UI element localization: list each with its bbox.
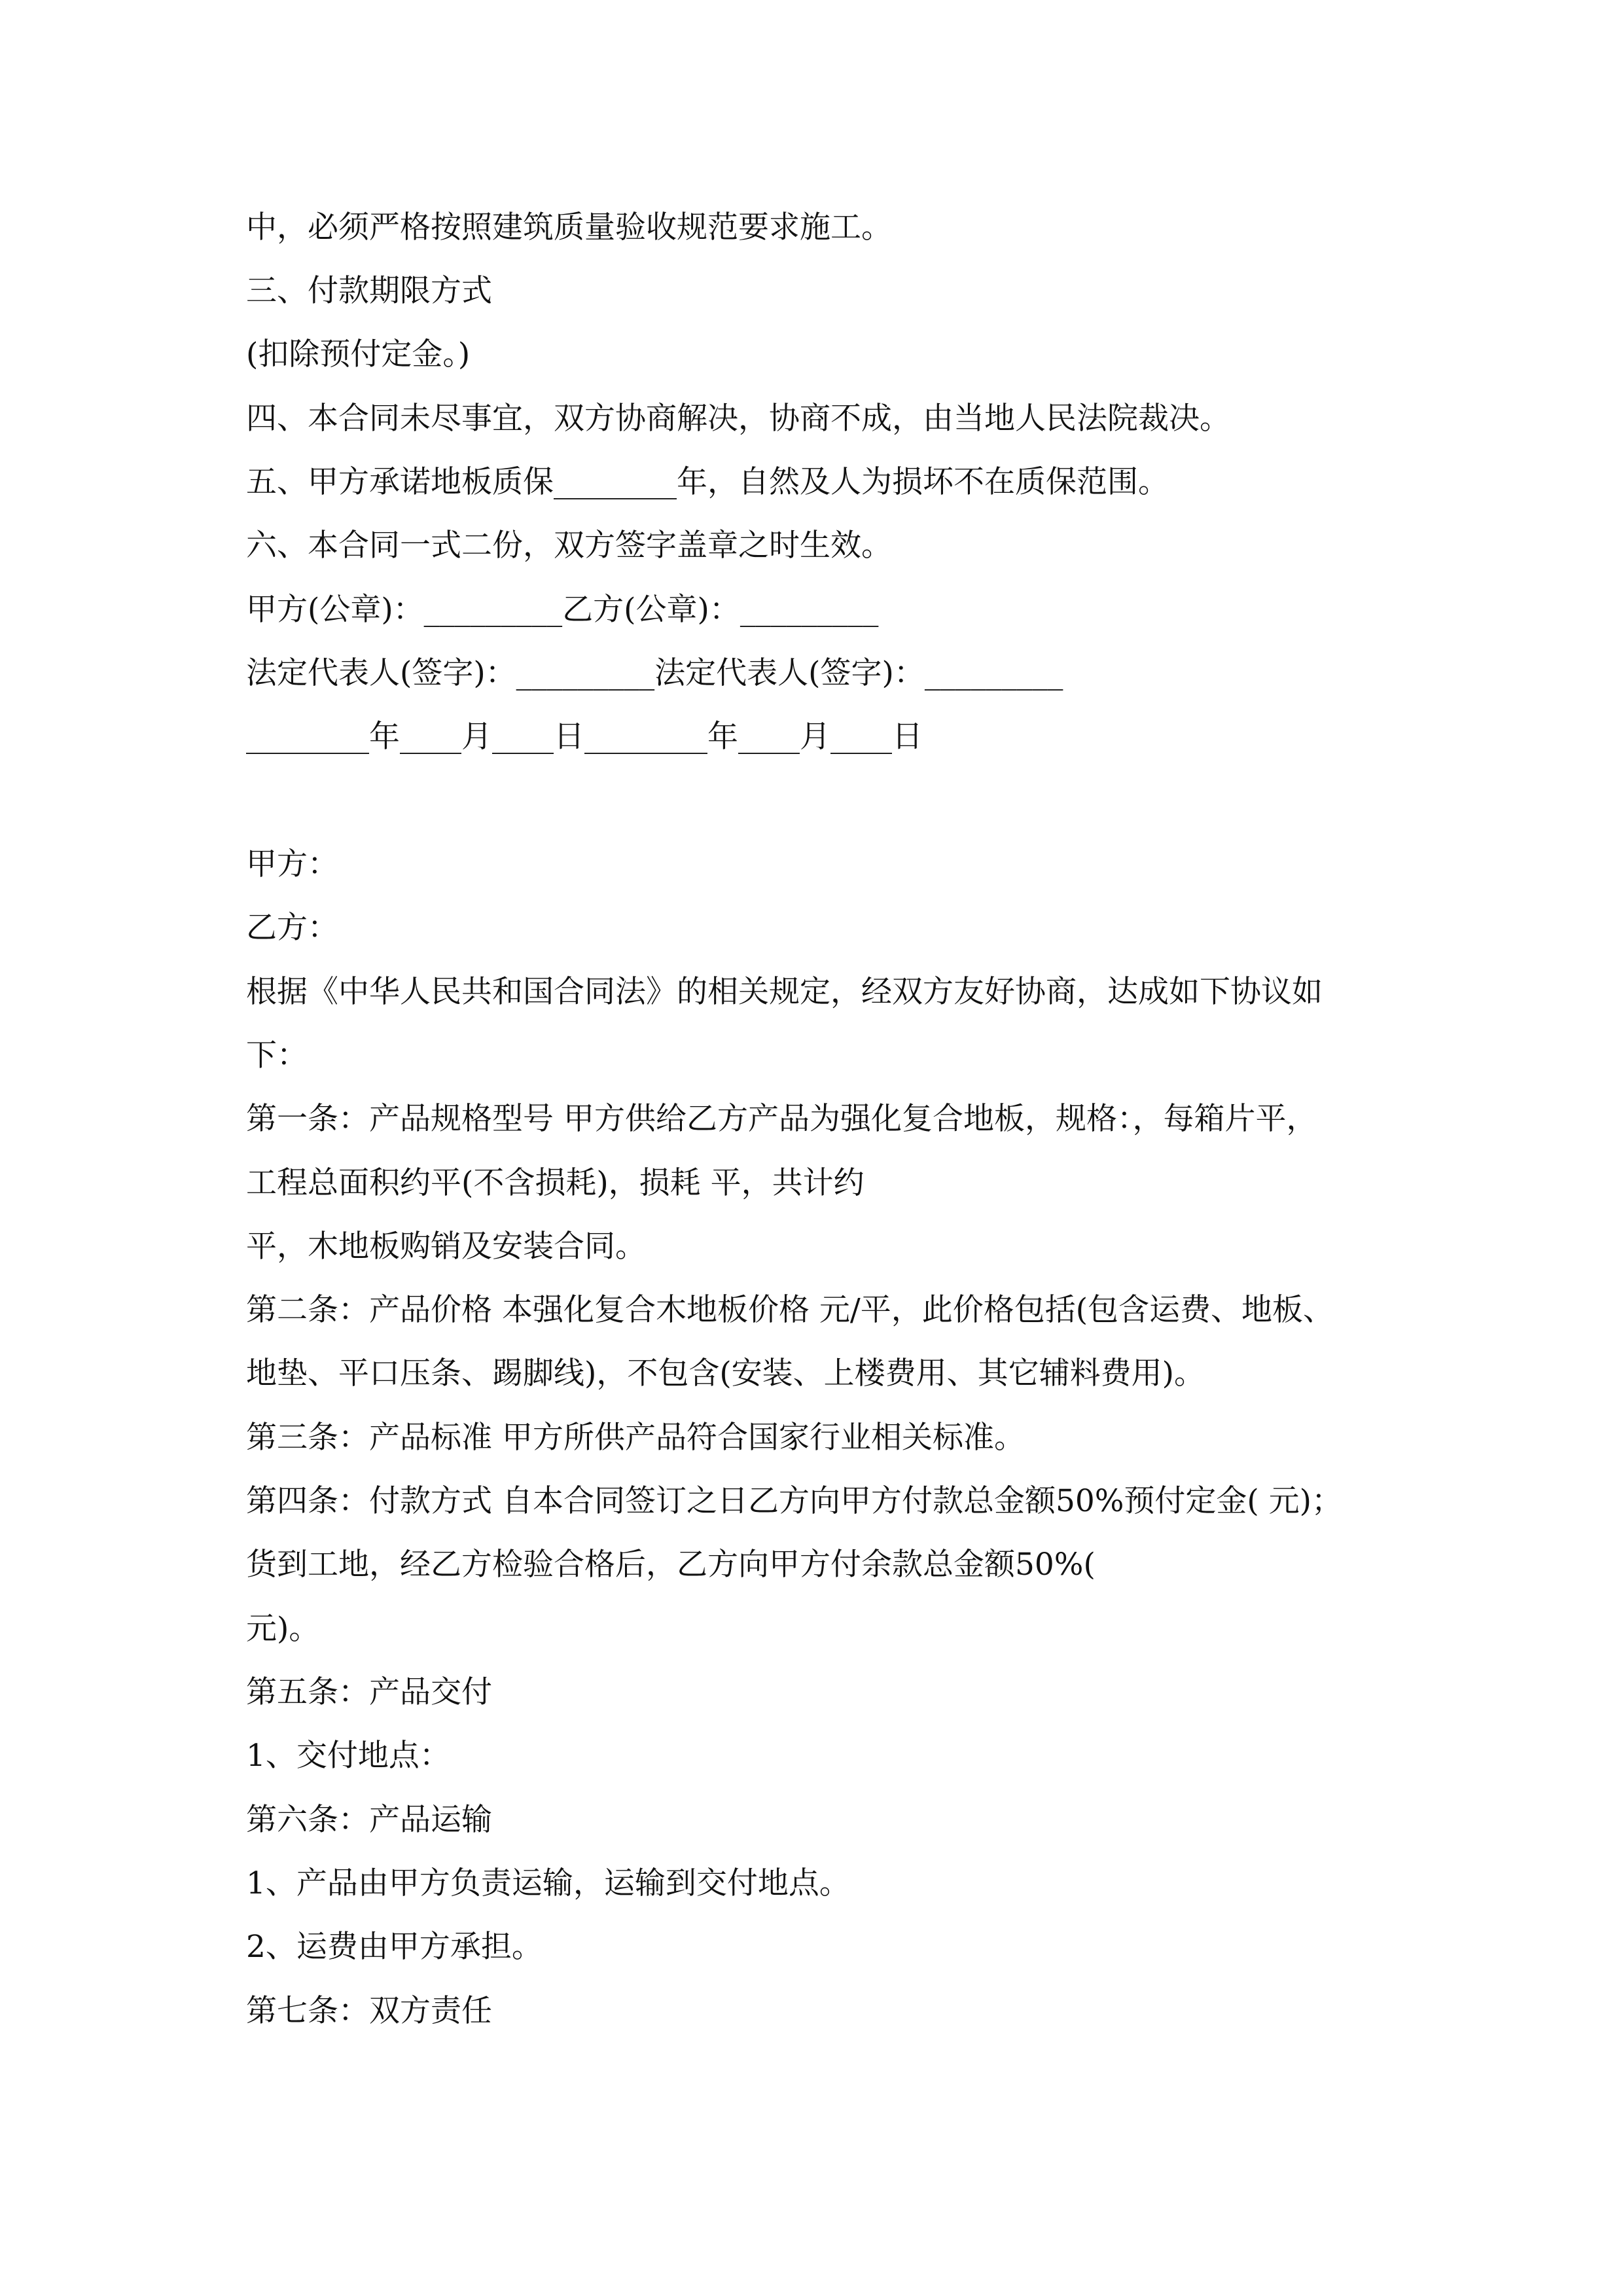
party-b-label: 乙方： bbox=[246, 910, 338, 946]
paragraph-line: 六、本合同一式二份，双方签字盖章之时生效。 bbox=[246, 528, 892, 564]
list-item: 1、产品由甲方负责运输，运输到交付地点。 bbox=[246, 1865, 850, 1901]
list-item: 1、交付地点： bbox=[246, 1738, 450, 1774]
paragraph-line: 平，木地板购销及安装合同。 bbox=[246, 1229, 646, 1265]
signature-line-representative: 法定代表人(签字)：_________法定代表人(签字)：_________ bbox=[246, 655, 1063, 691]
list-item: 2、运费由甲方承担。 bbox=[246, 1929, 543, 1965]
article-2: 第二条：产品价格 本强化复合木地板价格 元/平，此价格包括(包含运费、地板、 bbox=[246, 1292, 1334, 1328]
paragraph-line: 工程总面积约平(不含损耗)，损耗 平，共计约 bbox=[246, 1165, 865, 1201]
article-1: 第一条：产品规格型号 甲方供给乙方产品为强化复合地板，规格：，每箱片平， bbox=[246, 1101, 1317, 1137]
paragraph-line: 下： bbox=[246, 1037, 308, 1073]
article-3: 第三条：产品标准 甲方所供产品符合国家行业相关标准。 bbox=[246, 1420, 1025, 1456]
paragraph-line: (扣除预付定金。) bbox=[246, 336, 471, 372]
article-6: 第六条：产品运输 bbox=[246, 1802, 492, 1838]
paragraph-line: 根据《中华人民共和国合同法》的相关规定，经双方友好协商，达成如下协议如 bbox=[246, 974, 1323, 1010]
signature-line-seal: 甲方(公章)：_________乙方(公章)：_________ bbox=[246, 592, 879, 628]
section-heading: 三、付款期限方式 bbox=[246, 273, 492, 309]
paragraph-line: 元)。 bbox=[246, 1611, 320, 1647]
paragraph-line: 五、甲方承诺地板质保________年，自然及人为损坏不在质保范围。 bbox=[246, 464, 1169, 500]
paragraph-line: 货到工地，经乙方检验合格后，乙方向甲方付余款总金额50%( bbox=[246, 1547, 1096, 1583]
signature-line-date: ________年____月____日________年____月____日 bbox=[246, 719, 923, 755]
paragraph-line: 中，必须严格按照建筑质量验收规范要求施工。 bbox=[246, 209, 892, 245]
paragraph-line: 四、本合同未尽事宜，双方协商解决，协商不成，由当地人民法院裁决。 bbox=[246, 401, 1230, 437]
article-4: 第四条：付款方式 自本合同签订之日乙方向甲方付款总金额50%预付定金( 元)； bbox=[246, 1483, 1343, 1519]
article-5: 第五条：产品交付 bbox=[246, 1674, 492, 1710]
party-a-label: 甲方： bbox=[246, 846, 338, 882]
article-7: 第七条：双方责任 bbox=[246, 1993, 492, 2029]
paragraph-line: 地垫、平口压条、踢脚线)，不包含(安装、上楼费用、其它辅料费用)。 bbox=[246, 1355, 1205, 1391]
